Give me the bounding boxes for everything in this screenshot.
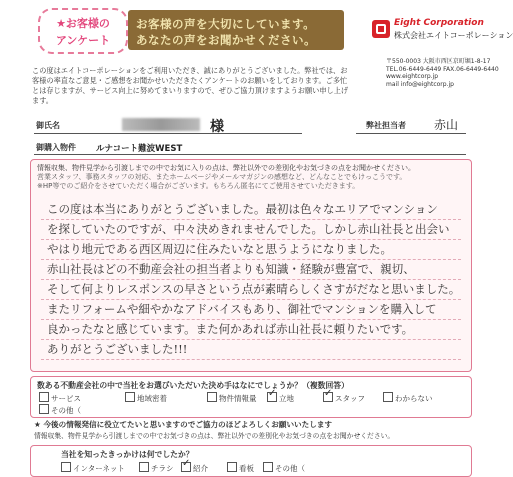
source-question: [30, 445, 472, 477]
comment-line: [41, 240, 461, 260]
comment-line: [41, 340, 461, 360]
comment-text: 赤山社長はどの不動産会社の担当者よりも知識・経験が豊富で、親切、: [47, 262, 415, 276]
comment-heading: 情報収集、物件見学から引渡しまでの中でお気に入りの点は、弊社以外での差別化やお気づきの点をお聞かせください。: [37, 164, 415, 172]
comment-line: [41, 320, 461, 340]
name-row: [34, 118, 466, 135]
option-signboard[interactable]: [227, 462, 254, 474]
staff-value: 赤山: [434, 118, 459, 132]
banner-line1: お客様の声を大切にしています。: [136, 17, 316, 31]
checkbox[interactable]: [207, 392, 217, 402]
company-logo-icon: [372, 20, 390, 38]
handwritten-comment: [41, 200, 461, 360]
divider: [34, 133, 302, 134]
comment-box: [30, 159, 472, 372]
option-location[interactable]: [267, 392, 294, 404]
checkbox[interactable]: [383, 392, 393, 402]
comment-line: [41, 220, 461, 240]
checkbox-checked[interactable]: [323, 392, 333, 402]
option-other[interactable]: [39, 404, 81, 416]
option-other[interactable]: [263, 462, 305, 474]
info-request-note: [30, 419, 470, 445]
source-question-title: 当社を知ったきっかけは何でしたか？: [61, 450, 194, 459]
option-unknown[interactable]: [383, 392, 433, 404]
option-referral[interactable]: [181, 462, 208, 474]
property-label: 御購入物件: [36, 143, 76, 152]
property-row: [34, 142, 466, 154]
badge-line1: ★お客様の: [56, 17, 110, 30]
comment-text: を探していたのですが、中々決めきれませんでした。しかし赤山社長と出会い: [47, 222, 450, 236]
comment-hint-note: ※HP等でのご紹介をさせていただく場合がございます。もちろん匿名にてご使用させていただきます。: [37, 182, 360, 190]
checkbox-checked[interactable]: [267, 392, 277, 402]
comment-hint: 営業スタッフ、事務スタッフの対応、またホームページやメールマガジンの感想など、どんなことでもけっこうです。: [37, 173, 407, 181]
company-address: [386, 58, 499, 88]
comment-line: [41, 200, 461, 220]
comment-line: [41, 260, 461, 280]
option-label: 立地: [279, 394, 294, 403]
option-staff[interactable]: [323, 392, 365, 404]
address-line: TEL.06-6449-6449 FAX.06-6449-6440: [386, 65, 499, 73]
note-body: 情報収集、物件見学から引渡しまでの中でお気づきの点は、弊社以外での差別化やお気づきの点をお聞かせください。: [34, 432, 395, 440]
option-service[interactable]: [39, 392, 81, 404]
address-line: 〒550-0003 大阪市西区京町堀1-8-17: [386, 58, 491, 65]
name-label: 御氏名: [36, 121, 60, 130]
option-label: わからない: [395, 394, 433, 403]
company-name-jp: 株式会社エイトコーポレーション: [394, 31, 513, 40]
address-line: mail info@eightcorp.jp: [386, 80, 454, 88]
comment-line: [41, 280, 461, 300]
redacted-name: [122, 118, 200, 131]
comment-text: ありがとうございました!!!: [47, 342, 188, 356]
divider: [34, 154, 466, 155]
option-label: 看板: [239, 464, 254, 473]
option-label: 地域密着: [137, 394, 167, 403]
badge-line2: アンケート: [55, 34, 111, 47]
option-label: その他（: [275, 464, 305, 473]
checkbox[interactable]: [139, 462, 149, 472]
comment-text: 良かったなと感じています。また何かあれば赤山社長に頼りたいです。: [47, 322, 414, 336]
option-label: 紹介: [193, 464, 208, 473]
comment-text: またリフォームや細やかなアドバイスもあり、御社でマンションを購入して: [47, 302, 437, 316]
option-internet[interactable]: [61, 462, 125, 474]
reason-question-title: 数ある不動産会社の中で当社をお選びいただいた決め手はなにでしょうか？（複数回答）: [37, 381, 349, 390]
staff-label: 弊社担当者: [366, 121, 406, 130]
checkbox[interactable]: [39, 392, 49, 402]
company-name-en: Eight Corporation: [394, 18, 484, 28]
option-flyer[interactable]: [139, 462, 174, 474]
checkbox[interactable]: [39, 404, 49, 414]
checkbox[interactable]: [263, 462, 273, 472]
comment-instructions: [37, 164, 467, 191]
checkbox[interactable]: [125, 392, 135, 402]
comment-text: この度は本当にありがとうございました。最初は色々なエリアでマンション: [47, 202, 438, 216]
option-label: サービス: [51, 394, 81, 403]
property-value: ルナコート難波WEST: [96, 144, 183, 154]
divider: [356, 133, 466, 134]
address-line: www.eightcorp.jp: [386, 73, 439, 80]
checkbox-checked[interactable]: [181, 462, 191, 472]
reason-question: [30, 376, 472, 418]
option-listings[interactable]: [207, 392, 257, 404]
header-banner: [128, 10, 344, 50]
option-local[interactable]: [125, 392, 167, 404]
comment-line: [41, 300, 461, 320]
intro-text: この度はエイトコーポレーションをご利用いただき、誠にありがとうございました。弊社では、お客様の率直なご意見・ご感想をお聞かせいただきたくアンケートのお願いをしております。ご多忙とは存じますが、サービス向上に努めてまいりますので、ぜひご協力頂けますようお願い申し上げます。: [32, 66, 349, 105]
checkbox[interactable]: [61, 462, 71, 472]
checkbox[interactable]: [227, 462, 237, 472]
survey-badge: [38, 8, 128, 54]
comment-text: そして何よりレスポンスの早さという点が素晴らしくさすがだなと思いました。: [47, 282, 461, 296]
note-title: ★ 今後の情報発信に役立てたいと思いますのでご協力のほどよろしくお願いいたします: [34, 420, 333, 429]
banner-line2: あなたの声をお聞かせください。: [136, 33, 316, 47]
option-label: インターネット: [73, 464, 125, 473]
option-label: スタッフ: [335, 394, 365, 403]
option-label: 物件情報量: [219, 394, 257, 403]
honorific: 様: [210, 119, 224, 135]
comment-text: やはり地元である西区周辺に住みたいなと思うようになりました。: [47, 242, 392, 256]
option-label: チラシ: [151, 464, 174, 473]
option-label: その他（: [51, 406, 81, 415]
